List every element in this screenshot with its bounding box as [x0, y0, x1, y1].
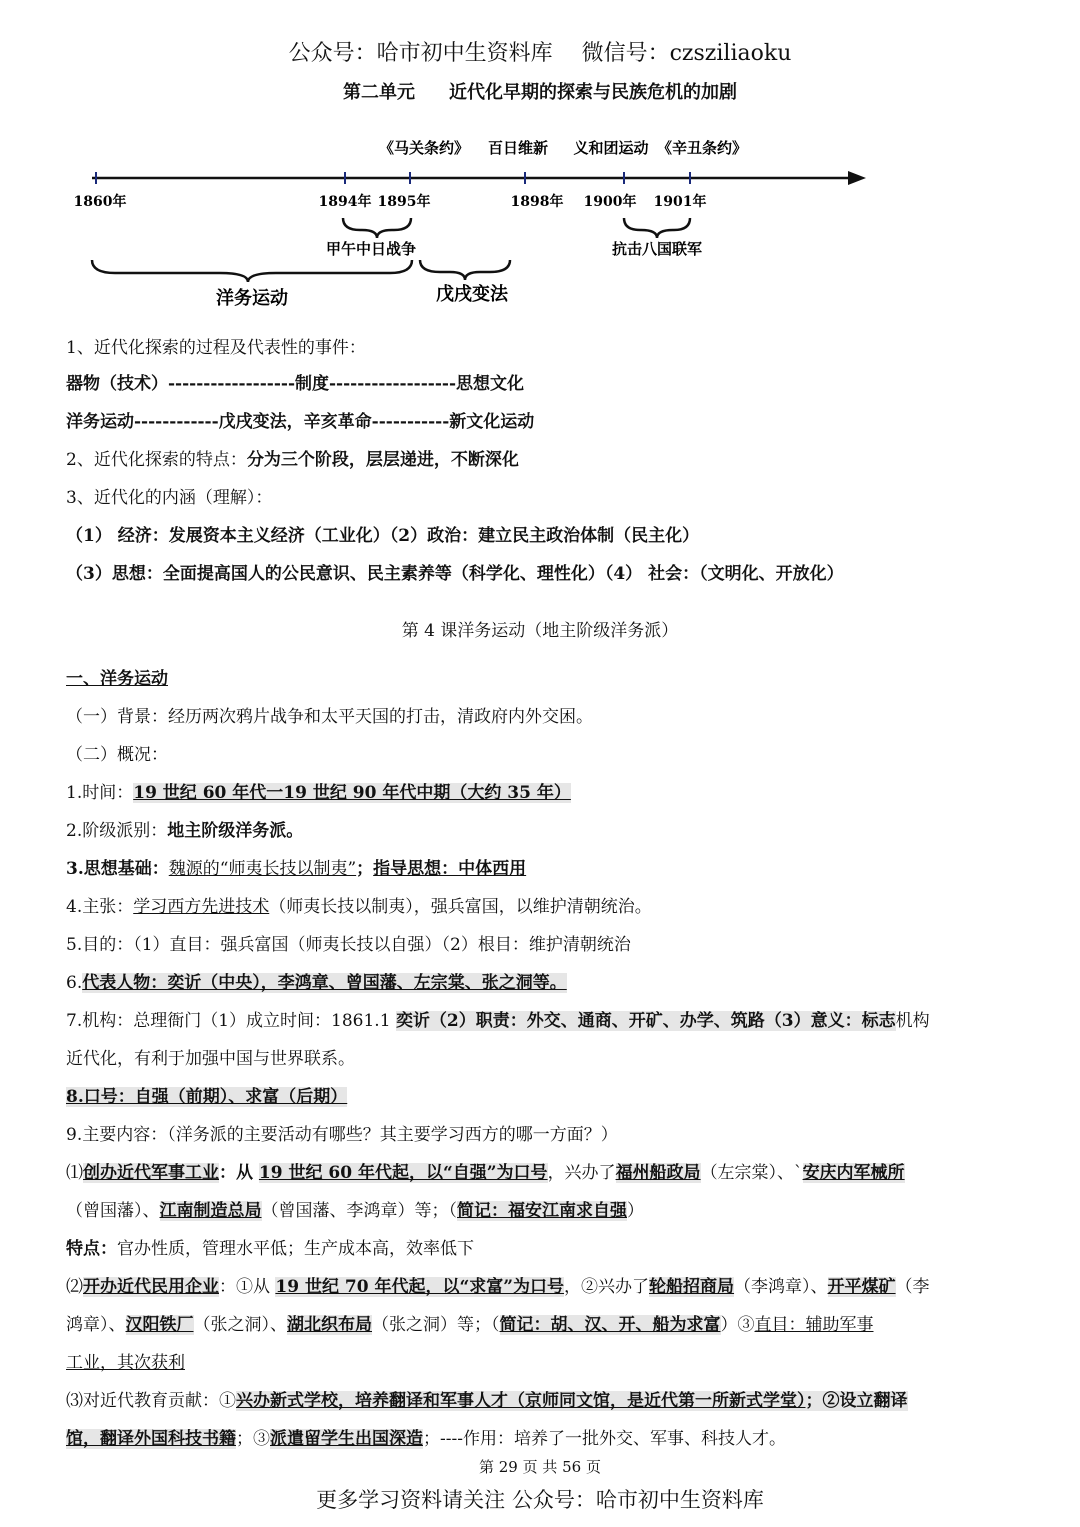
text-segment: 一、洋务运动: [66, 669, 168, 689]
text-segment: 学习西方先进技术: [133, 897, 270, 917]
text-segment: ；③: [236, 1429, 270, 1449]
body-line: [66, 1085, 347, 1109]
body-line: [66, 1199, 644, 1223]
text-segment: ⑶对近代教育贡献：①: [66, 1391, 236, 1411]
header-banner: 公众号：哈市初中生资料库 微信号：czsziliaoku: [288, 41, 792, 66]
text-segment: ⑴: [66, 1163, 83, 1183]
text-segment: 奕䜣（2）职责：外交、通商、开矿、办学、筑路（3）意义：标志: [395, 1011, 896, 1031]
intro-line: [66, 524, 699, 548]
text-segment: 器物（技术）------------------制度------------------思想文化: [66, 374, 525, 394]
text-segment: ，兴办了: [547, 1163, 616, 1183]
text-segment: 工业，其次获利: [66, 1353, 185, 1373]
text-segment: 2.阶级派别：: [66, 821, 168, 841]
timeline-year: 1898年: [510, 194, 564, 210]
text-segment: ：从: [219, 1163, 259, 1183]
text-segment: 地主阶级洋务派。: [167, 821, 304, 841]
text-segment: 19 世纪 60 年代一19 世纪 90 年代中期（大约 35 年）: [133, 783, 571, 803]
body-line: [66, 1047, 355, 1071]
text-segment: 福州船政局: [615, 1163, 701, 1183]
text-segment: 近代化，有利于加强中国与世界联系。: [66, 1049, 355, 1069]
text-segment: （曾国藩）、: [66, 1201, 160, 1221]
bracket-wuxu: [420, 260, 510, 280]
timeline-year: 1860年: [73, 194, 127, 210]
unit-title: [0, 78, 1080, 104]
timeline-year: 1901年: [653, 194, 707, 210]
body-line: [66, 1123, 618, 1147]
text-segment: 简记：胡、汉、开、船为求富: [499, 1315, 721, 1335]
footer-promo: 更多学习资料请关注 公众号：哈市初中生资料库: [316, 1488, 764, 1512]
text-segment: 特点：: [66, 1239, 117, 1259]
text-segment: 3.思想基础：: [66, 859, 169, 879]
text-segment: 创办近代军事工业: [83, 1163, 219, 1183]
text-segment: 代表人物：奕䜣（中央），李鸿章、曾国藩、左宗棠、张之洞等。: [82, 973, 567, 993]
body-line: [66, 971, 567, 995]
body-line: [66, 705, 593, 729]
intro-line: [66, 448, 519, 472]
text-segment: 官办性质，管理水平低；生产成本高，效率低下: [117, 1239, 474, 1259]
intro-line: [66, 372, 524, 396]
text-segment: 开平煤矿: [827, 1277, 896, 1297]
timeline-event-label: 《马关条约》: [378, 139, 470, 157]
text-segment: （张之洞）、: [193, 1315, 287, 1335]
timeline-year: 1900年: [583, 194, 637, 210]
period-label: 抗击八国联军: [611, 240, 703, 258]
text-segment: 汉阳铁厂: [125, 1315, 194, 1335]
text-segment: 鸿章）、: [66, 1315, 126, 1335]
text-segment: 9.主要内容：（洋务派的主要活动有哪些？其主要学习西方的哪一方面？）: [66, 1125, 618, 1145]
timeline-event-label: 《辛丑条约》: [656, 139, 748, 157]
body-line: [66, 1427, 786, 1451]
body-line: [66, 819, 303, 843]
text-segment: 派遣留学生出国深造: [270, 1429, 423, 1449]
body-line: [66, 667, 168, 691]
bracket-jiawu-war: [343, 218, 411, 238]
text-segment: 1、近代化探索的过程及代表性的事件：: [66, 338, 366, 358]
lesson-title: 第 4 课洋务运动（地主阶级洋务派）: [401, 621, 679, 641]
text-segment: 江南制造总局: [159, 1201, 262, 1221]
text-segment: 指导思想：中体西用: [373, 859, 527, 879]
text-segment: 19 世纪 60 年代起，以“自强”为口号: [258, 1163, 548, 1183]
timeline-event-label: 义和团运动: [573, 139, 649, 157]
body-line: [66, 1313, 874, 1337]
bracket-yangwu: [92, 260, 412, 282]
timeline-arrowhead: [848, 171, 866, 185]
text-segment: 6.: [66, 973, 83, 993]
body-line: [66, 1161, 905, 1185]
intro-line: [66, 410, 534, 434]
text-segment: 简记：福安江南求自强: [457, 1201, 627, 1221]
intro-line: [66, 336, 366, 360]
text-segment: 1.时间：: [66, 783, 134, 803]
body-line: [66, 1351, 185, 1375]
text-segment: 机构: [895, 1011, 930, 1031]
text-segment: 4.主张：: [66, 897, 134, 917]
text-segment: （二）概况：: [66, 745, 168, 765]
text-segment: 馆，翻译外国科技书籍: [66, 1429, 236, 1449]
text-segment: 5.目的：（1）直目：强兵富国（师夷长技以自强）（2）根目：维护清朝统治: [66, 935, 631, 955]
body-line: [66, 1237, 474, 1261]
text-segment: 兴办新式学校，培养翻译和军事人才（京师同文馆，是近代第一所新式学堂）: [236, 1391, 806, 1411]
text-segment: （李: [895, 1277, 930, 1297]
text-segment: （1） 经济：发展资本主义经济（工业化）（2）政治：建立民主政治体制（民主化）: [66, 526, 700, 546]
text-segment: ，②兴办了: [564, 1277, 650, 1297]
text-segment: （3）思想：全面提高国人的公民意识、民主素养等（科学化、理性化）（4） 社会：（文明化、开放化）: [66, 564, 844, 584]
body-line: [66, 1389, 908, 1413]
body-line: [66, 895, 652, 919]
body-line: [66, 1275, 930, 1299]
bracket-eight-nation: [624, 218, 690, 238]
text-segment: 轮船招商局: [649, 1277, 735, 1297]
text-segment: 魏源的“师夷长技以制夷”: [168, 859, 357, 879]
text-segment: ；②设立翻译: [805, 1391, 908, 1411]
text-segment: （张之洞）等；（: [372, 1315, 500, 1335]
intro-line: [66, 562, 844, 586]
text-segment: 8.口号：自强（前期）、求富（后期）: [66, 1087, 348, 1107]
timeline-event-label: 百日维新: [487, 139, 549, 157]
text-segment: 开办近代民用企业: [83, 1277, 219, 1297]
text-segment: 2、近代化探索的特点：: [66, 450, 247, 470]
text-segment: ）: [627, 1201, 644, 1221]
timeline-year: 1895年: [377, 194, 431, 210]
body-line: [66, 1009, 930, 1033]
text-segment: （左宗棠）、`: [700, 1163, 803, 1183]
unit-name: 近代化早期的探索与民族危机的加剧: [449, 82, 737, 103]
page-number: 第 29 页 共 56 页: [478, 1458, 601, 1476]
text-segment: （师夷长技以制夷），强兵富国，以维护清朝统治。: [269, 897, 652, 917]
text-segment: ）③: [720, 1315, 755, 1335]
text-segment: ；----作用：培养了一批外交、军事、科技人才。: [423, 1429, 786, 1449]
text-segment: 洋务运动------------戊戌变法，辛亥革命-----------新文化运动: [66, 412, 535, 432]
text-segment: ：①从: [219, 1277, 276, 1297]
body-line: [66, 781, 571, 805]
text-segment: 直目：辅助军事: [754, 1315, 874, 1335]
body-line: [66, 933, 631, 957]
text-segment: 分为三个阶段，层层递进，不断深化: [246, 450, 519, 470]
text-segment: 安庆内军械所: [802, 1163, 905, 1183]
text-segment: 3、近代化的内涵（理解）：: [66, 488, 273, 508]
text-segment: ⑵: [66, 1277, 83, 1297]
period-label: 戊戌变法: [436, 284, 508, 305]
text-segment: 7.机构：总理衙门（1）成立时间：1861.1: [66, 1011, 396, 1031]
body-line: [66, 857, 526, 881]
text-segment: （曾国藩、李鸿章）等；（: [261, 1201, 457, 1221]
text-segment: （李鸿章）、: [734, 1277, 828, 1297]
timeline-diagram: [0, 120, 1080, 320]
text-segment: 19 世纪 70 年代起，以“求富”为口号: [275, 1277, 565, 1297]
text-segment: 湖北织布局: [287, 1315, 372, 1335]
text-segment: （一）背景：经历两次鸦片战争和太平天国的打击，清政府内外交困。: [66, 707, 593, 727]
period-label: 洋务运动: [216, 288, 288, 309]
body-line: [66, 743, 168, 767]
unit-number: 第二单元: [343, 82, 415, 103]
text-segment: ；: [356, 859, 374, 879]
intro-line: [66, 486, 272, 510]
period-label: 甲午中日战争: [325, 240, 417, 258]
timeline-year: 1894年: [318, 194, 372, 210]
